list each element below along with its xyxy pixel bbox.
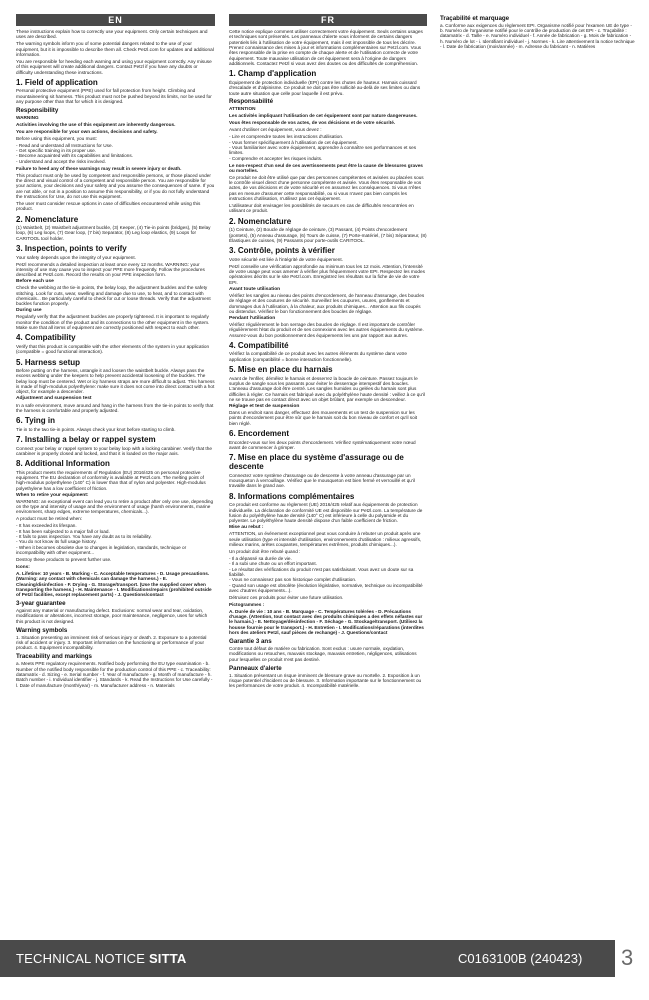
section-text: Ce produit ne doit être utilisé que par des personnes compétentes et avisées ou placées sous le contrôle visuel direct d'une personne compétente et avisée. Vous êtes responsable de vos actes, de vos décisions et de votre sécurité et en assumez les conséquences. Si vous n'êtes pas en mesure d'assumer cette responsabilité, ou si vous n'avez pas bien compris les instructions d'utilisation, n'utilisez pas cet équipement. [229, 174, 424, 202]
section-title: 7. Installing a belay or rappel system [16, 435, 156, 445]
section-text: a. Conforme aux exigences du règlement EPI. Organisme notifié pour l'examen UE de type - b. Numéro de l'organisme notifié pour le contrôle de production de cet EPI - c. Traçabilité : datamatrix - d. Taille - e. Numéro individuel - f. Année de fabrication - g. Mois de fabrication - h. Numéro de lot - i. Identifiant individuel - j. Normes - k. Lire attentivement la notice technique - l. Date de fabrication (mois/année) - m. Adresse du fabricant - n. Matières [440, 22, 635, 49]
warning-text: You are responsible for your own actions, decisions and safety. [16, 128, 158, 134]
list-item: - Vous former spécifiquement à l'utilisation de cet équipement. [229, 139, 358, 145]
column-en [16, 14, 215, 940]
section-text: Équipement de protection individuelle (EPI) contre les chutes de hauteur. Harnais cuissard d'escalade et d'alpinisme. Ce produit ne doit pas être sollicité au-delà de ses limites ou dans toute autre situation que celle pour laquelle il est prévu. [229, 79, 421, 96]
section-title: 2. Nomenclature [229, 216, 292, 226]
section-title: 3. Inspection, points to verify [16, 244, 127, 254]
list-item: - Get specific training in its proper use. [16, 148, 96, 154]
section-text: Before putting on the harness, untangle it and loosen the waistbelt buckle. Always pass the excess webbing under the keepers to help prevent accidental loosening of the buckles. The belay loop must be centered. Wet or icy harness straps are more difficult to adjust. This harness is made of high-modulus polyethylene: make sure it does not come into direct contact with a hot object, for example a descender. [16, 368, 215, 395]
icons-label: Icons: [16, 563, 30, 569]
bullet-list [229, 556, 427, 593]
section-text: Personal protective equipment (PPE) used for fall protection from height. Climbing and mountaineering sit harness. This product must not be pushed beyond its limits, nor be used for any purpose other than that for which it is designed. [16, 88, 212, 105]
section-text: WARNING: an exceptional event can lead you to retire a product after only one use, depending on the type and intensity of usage and the environment of usage (harsh environments, marine environment, sharp edges, extreme temperatures, chemicals...). [16, 498, 214, 515]
warning-text: Failure to heed any of these warnings may result in severe injury or death. [16, 165, 182, 171]
section-text: Verify that this product is compatible with the other elements of the system in your application (compatible = good functional interaction). [16, 343, 210, 355]
subsection-title: Traçabilité et marquage [440, 14, 510, 22]
intro-paragraph: Cette notice explique comment utiliser correctement votre équipement. Seuls certains usages et techniques sont présentés. Les panneaux d'alerte vous informent de certains dangers potentiels liés à l'utilisation de votre équipement, mais il est impossible de tous les décrire. Prenez connaissance des mises à jour et informations complémentaires sur Petzl.com. Vous êtes responsable de la prise en compte de chaque alerte et de l'utilisation correcte de votre équipement. Toute mauvaise utilisation de cet équipement sera à l'origine de dangers additionnels. Contactez Petzl si vous avez des doutes ou des difficultés de compréhension. [229, 29, 423, 67]
section-text: Destroy these products to prevent further use. [16, 557, 112, 562]
section-text: (1) Waistbelt, (2) Waistbelt adjustment buckle, (3) Keeper, (4) Tie-in points (bridges), (5) Belay loop, (6) Leg loops, (7) Gear loop, (7 bis) Separator, (8) Leg loop elastics, (9) Loops for CARITOOL tool holder. [16, 225, 211, 241]
product-name: SITTA [148, 951, 187, 966]
section-text: Vérifiez régulièrement le bon serrage des boucles de réglage. Il est important de contrôler régulièrement l'état du produit et de ses connexions avec les autres équipements du système. Assurez-vous du bon positionnement des équipements les uns par rapport aux autres. [229, 321, 424, 338]
icons-text: A. Durée de vie : 10 ans - B. Marquage - C. Températures tolérées - D. Précautions d'usage. (Attention, tout contact avec des produits chimiques a des effets néfastes sur le harnais.) - E. Nettoyage/désinfection - F. Séchage - G. Stockage/transport. (Utilisez la housse fournie pour le transport.) - H. Entretien - I. Modifications/réparations (interdites hors des ateliers Petzl, sauf pièces de rechange) - J. Questions/contact [229, 608, 424, 636]
column-traceability [440, 12, 635, 92]
list-item: - Vous familiariser avec votre équipement, apprendre à connaître ses performances et ses limites. [229, 144, 417, 156]
subheading: Adjustment and suspension test [16, 396, 92, 402]
warning-text: Les activités impliquant l'utilisation de cet équipement sont par nature dangereuses. [229, 113, 418, 119]
section-text: Avant de l'enfiler, démêlez le harnais et desserrez la boucle de ceinture. Passez toujours le surplus de sangle sous les passants pour éviter le desserrage intempestif des boucles. L'anneau d'assurage doit être centré. Les sangles humides ou gelées du harnais sont plus difficiles à régler. Ce harnais est fabriqué avec du polyéthylène haute densité : veillez à ce qu'il ne se trouve pas en contact direct avec un objet brûlant, par exemple un descendeur. [229, 375, 425, 402]
list-item: - Become acquainted with its capabilities and limitations. [16, 153, 133, 159]
subsection-title: Traceability and markings [16, 653, 92, 661]
list-item: - Quand son usage est obsolète (évolution législative, normative, technique ou incompatibilité avec d'autres équipements...). [229, 582, 423, 593]
icons-text: A. Lifetime: 10 years - B. Marking - C. Acceptable temperatures - D. Usage precautions. (Warning: any contact with chemicals can damage the harness.) - E. Cleaning/disinfection - F. Drying - G. Storage/transport. (Use the supplied cover when transporting the harness.) - H. Maintenance - I. Modifications/repairs (prohibited outside of Petzl facilities, except replacement parts) - J. Questions/contact [16, 570, 212, 598]
section-title: 5. Harness setup [16, 357, 81, 367]
section-title: 8. Additional Information [16, 459, 110, 469]
section-title: 4. Compatibilité [229, 340, 289, 350]
section-text: Petzl conseille une vérification approfondie au minimum tous les 12 mois. Attention, l'intensité de votre usage peut vous amener à vérifier plus fréquemment votre EPI. Respectez les modes opératoires décrits sur le site Petzl.com. Enregistrez les résultats sur la fiche de vie de votre EPI. [229, 263, 425, 285]
section-text: Encordez-vous sur les deux points d'encordement. Vérifiez systématiquement votre nœud avant de commencer à grimper. [229, 439, 416, 450]
section-title: 1. Champ d'application [229, 69, 317, 79]
page-number: 3 [621, 945, 634, 970]
section-text: Your safety depends upon the integrity of your equipment. [16, 254, 136, 260]
list-item: - Vous ne connaissez pas son historique complet d'utilisation. [229, 577, 357, 583]
list-item: - It fails to pass inspection. You have any doubt as to its reliability. [16, 534, 152, 540]
lang-header-fr: FR [229, 14, 427, 26]
intro-paragraph: These instructions explain how to correctly use your equipment. Only certain techniques and uses are described. [16, 29, 208, 40]
section-title: 6. Encordement [229, 429, 290, 439]
section-text: ATTENTION, un événement exceptionnel peut vous conduire à rebuter un produit après une seule utilisation (type et intensité d'utilisation, environnements d'utilisation : milieux agressifs, milieux marins, arêtes coupantes, températures extrêmes, produits chimiques...). [229, 531, 422, 547]
section-text: The user must consider rescue options in case of difficulties encountered while using this product. [16, 200, 201, 212]
warning-label: WARNING [16, 114, 39, 120]
section-text: Check the webbing at the tie-in points, the belay loop, the adjustment buckles and the safety stitching. Look for cuts, wear, swelling and damage due to use, to heat, and to contact with chemicals... Be particularly careful to check for cut or loose threads. Verify that the adjustment buckles function properly. [16, 285, 211, 307]
footer [0, 940, 649, 977]
list-item: - You do not know its full usage history. [16, 539, 97, 545]
lang-header-en: EN [16, 14, 215, 26]
list-item: - It has been subjected to a major fall or load. [16, 528, 110, 534]
intro-paragraph: You are responsible for heeding each warning and using your equipment correctly. Any misuse of this equipment will create additional dangers. Contact Petzl if you have any doubts or difficulty understanding these instructions. [16, 58, 212, 75]
section-title: 3. Contrôle, points à vérifier [229, 246, 335, 256]
section-text: Détruisez ces produits pour éviter une future utilisation. [229, 594, 344, 600]
section-text: Regularly verify that the adjustment buckles are properly tightened. It is important to regularly monitor the condition of the product and its connections to the other equipment in the system. Make sure that all items of equipment are correctly positioned with respect to each other. [16, 314, 210, 331]
subheading: When to retire your equipment: [16, 492, 89, 498]
subheading: Mise au rebut : [229, 525, 264, 531]
column-fr [229, 14, 427, 940]
document-reference: C0163100B (240423) [458, 951, 583, 966]
section-text: Connect your belay or rappel system to your belay loop with a locking carabiner. Verify that the carabiner is properly closed and locked, and that it is loaded on the major axis. [16, 445, 212, 456]
section-title: 2. Nomenclature [16, 214, 79, 224]
list-item: - Read and understand all Instructions for Use. [16, 142, 113, 148]
section-text: This product meets the requirements of Regulation (EU) 2016/425 on personal protective equipment. The EU declaration of conformity is available at Petzl.com. The melting point of high-modulus polyethylene (140° C) is lower than that of nylon and polyester. High-modulus polyethylene has a low coefficient of friction. [16, 469, 206, 491]
subsection-title: Warning symbols [16, 626, 68, 634]
document-title [16, 951, 187, 966]
subheading: During use [16, 308, 42, 314]
section-text: L'utilisateur doit envisager les possibilités de secours en cas de difficultés rencontrées en utilisant ce produit. [229, 203, 414, 214]
title-prefix: TECHNICAL NOTICE [16, 951, 146, 966]
section-title: 7. Mise en place du système d'assurage ou de descente [229, 453, 404, 472]
section-text: Connectez votre système d'assurage ou de descente à votre anneau d'assurage par un mousqueton à verrouillage. Vérifiez que le mousqueton est bien fermé et verrouillé et qu'il travaille dans le grand axe. [229, 472, 415, 489]
section-text: Contre tout défaut de matière ou fabrication. Sont exclus : usure normale, oxydation, modifications ou retouches, mauvais stockage, mauvais entretien, négligences, utilisations pour lesquelles ce produit n'est pas destiné. [229, 645, 417, 662]
section-text: Against any material or manufacturing defect. Exclusions: normal wear and tear, oxidation, modifications or alterations, incorrect storage, poor maintenance, negligence, uses for which this product is not designed. [16, 608, 208, 624]
warning-text: Activities involving the use of this equipment are inherently dangerous. [16, 121, 176, 127]
list-item: - Le résultat des vérifications du produit n'est pas satisfaisant. Vous avez un doute sur sa fiabilité. [229, 566, 414, 577]
section-text: Ce produit est conforme au règlement (UE) 2016/425 relatif aux équipements de protection individuelle. La déclaration de conformité UE est disponible sur Petzl.com. La température de fusion du polyéthylène haute densité (140° C) est inférieure à celle du polyamide et du polyester. Le polyéthylène haute densité dispose d'un faible coefficient de friction. [229, 502, 423, 524]
list-item: - Lire et comprendre toutes les instructions d'utilisation. [229, 134, 344, 140]
section-text: Dans un endroit sans danger, effectuez des mouvements et un test de suspension sur les points d'encordement pour être sûr que le harnais soit du bon niveau de confort et qu'il soit bien réglé. [229, 410, 418, 426]
icons-label: Pictogrammes : [229, 601, 265, 607]
section-title: 5. Mise en place du harnais [229, 365, 333, 375]
section-text: (1) Ceinture, (2) Boucle de réglage de ceinture, (3) Passant, (4) Points d'encordement (pontets), (5) Anneau d'assurage, (6) Tours de cuisse, (7) Porte-matériel, (7 bis) Séparateur, (8) Élastiques de cuisses, (9) Passants pour porte-outils CARITOOL. [229, 227, 427, 243]
list-item: - Il a subi une chute ou un effort important. [229, 561, 317, 567]
section-title: 8. Informations complémentaires [229, 491, 355, 501]
section-text: Tie in to the two tie-in points. Always check your knot before starting to climb. [16, 426, 176, 432]
warning-text: Le non-respect d'un seul de ces avertissements peut être la cause de blessures graves ou mortelles. [229, 162, 423, 173]
bullet-list [16, 523, 215, 555]
section-title: 6. Tying in [16, 416, 55, 426]
section-text: Before using this equipment, you must: [16, 135, 98, 141]
section-title: 1. Field of application [16, 77, 98, 87]
section-text: Un produit doit être rebuté quand : [229, 548, 301, 554]
subheading: Pendant l'utilisation [229, 315, 276, 321]
list-item: - Comprendre et accepter les risques induits. [229, 155, 323, 161]
section-text: Vérifiez les sangles au niveau des points d'encordement, de l'anneau d'assurage, des boucles de réglage et des coutures de sécurité. Surveillez les coupures, usures, gonflements et dommages dus à l'utilisation, à la chaleur, aux produits chimiques... Attention aux fils coupés ou distendus. Vérifiez le bon fonctionnement des boucles de réglage. [229, 292, 425, 314]
subheading: Before each use [16, 279, 54, 285]
warning-label: ATTENTION [229, 106, 256, 112]
bullet-list [16, 143, 215, 164]
section-text: In a safe environment, move around and hang in the harness from the tie-in points to verify that the harness is comfortable and properly adjusted. [16, 402, 214, 413]
section-text: A product must be retired when: [16, 516, 83, 522]
section-text: Votre sécurité est liée à l'intégrité de votre équipement. [229, 256, 343, 262]
section-text: Avant d'utiliser cet équipement, vous devez : [229, 127, 322, 133]
subsection-title: Responsabilité [229, 98, 274, 106]
subheading: Avant toute utilisation [229, 286, 281, 292]
warning-text: Vous êtes responsable de vos actes, de vos décisions et de votre sécurité. [229, 120, 396, 126]
section-text: This product must only be used by competent and responsible persons, or those placed under the direct and visual control of a competent and responsible person. You are responsible for your actions, your decisions and your safety and you assume the consequences of same. If you are not able, or not in a position to assume this responsibility, or if you do not fully understand the Instructions for Use, do not use this equipment. [16, 172, 215, 199]
intro-paragraph: The warning symbols inform you of some potential dangers related to the use of your equipment, but it is impossible to describe them all. Check Petzl.com for updates and additional information. [16, 41, 214, 57]
section-text: 1. Situation présentant un risque imminent de blessure grave ou mortelle. 2. Exposition à un risque potentiel d'incident ou de blessure. 3. Information importante sur le fonctionnement ou les performances de votre produit. 4. Incompatibilité matérielle. [229, 672, 422, 689]
list-item: - When it becomes obsolete due to changes in legislation, standards, technique or incompatibility with other equipment... [16, 544, 187, 556]
section-text: 1. Situation presenting an imminent risk of serious injury or death. 2. Exposure to a potential risk of accident or injury. 3. Important information on the functioning or performance of your product. 4. Equipment incompatibility. [16, 634, 207, 651]
subsection-title: 3-year guarantee [16, 600, 66, 608]
list-item: - It has exceeded its lifespan. [16, 523, 77, 529]
subsection-title: Responsibility [16, 106, 59, 114]
section-text: Vérifiez la compatibilité de ce produit avec les autres éléments du système dans votre application (compatibilité = bonne interaction fonctionnelle). [229, 351, 407, 362]
list-item: - Understand and accept the risks involved. [16, 158, 106, 164]
section-text: a. Meets PPE regulatory requirements. Notified body performing the EU type examination - b. Number of the notified body responsible for the production control of this PPE - c. Traceability: datamatrix - d. Sizing - e. Serial number - f. Year of manufacture - g. Month of manufacture - h. Batch number - i. Individual identifier - j. Standards - k. Read the Instructions for Use carefully - l. Date of manufacture (month/year) - m. Manufacturer address - n. Materials [16, 661, 213, 688]
section-text: Petzl recommends a detailed inspection at least once every 12 months. WARNING: your intensity of use may cause you to inspect your PPE more frequently. Follow the procedures described at Petzl.com. Record the results on your PPE inspection form. [16, 261, 205, 278]
subsection-title: Garantie 3 ans [229, 637, 272, 645]
bullet-list [229, 134, 427, 161]
section-title: 4. Compatibility [16, 333, 76, 343]
subheading: Réglage et test de suspension [229, 403, 300, 409]
subsection-title: Panneaux d'alerte [229, 664, 282, 672]
list-item: - Il a dépassé sa durée de vie. [229, 555, 292, 561]
